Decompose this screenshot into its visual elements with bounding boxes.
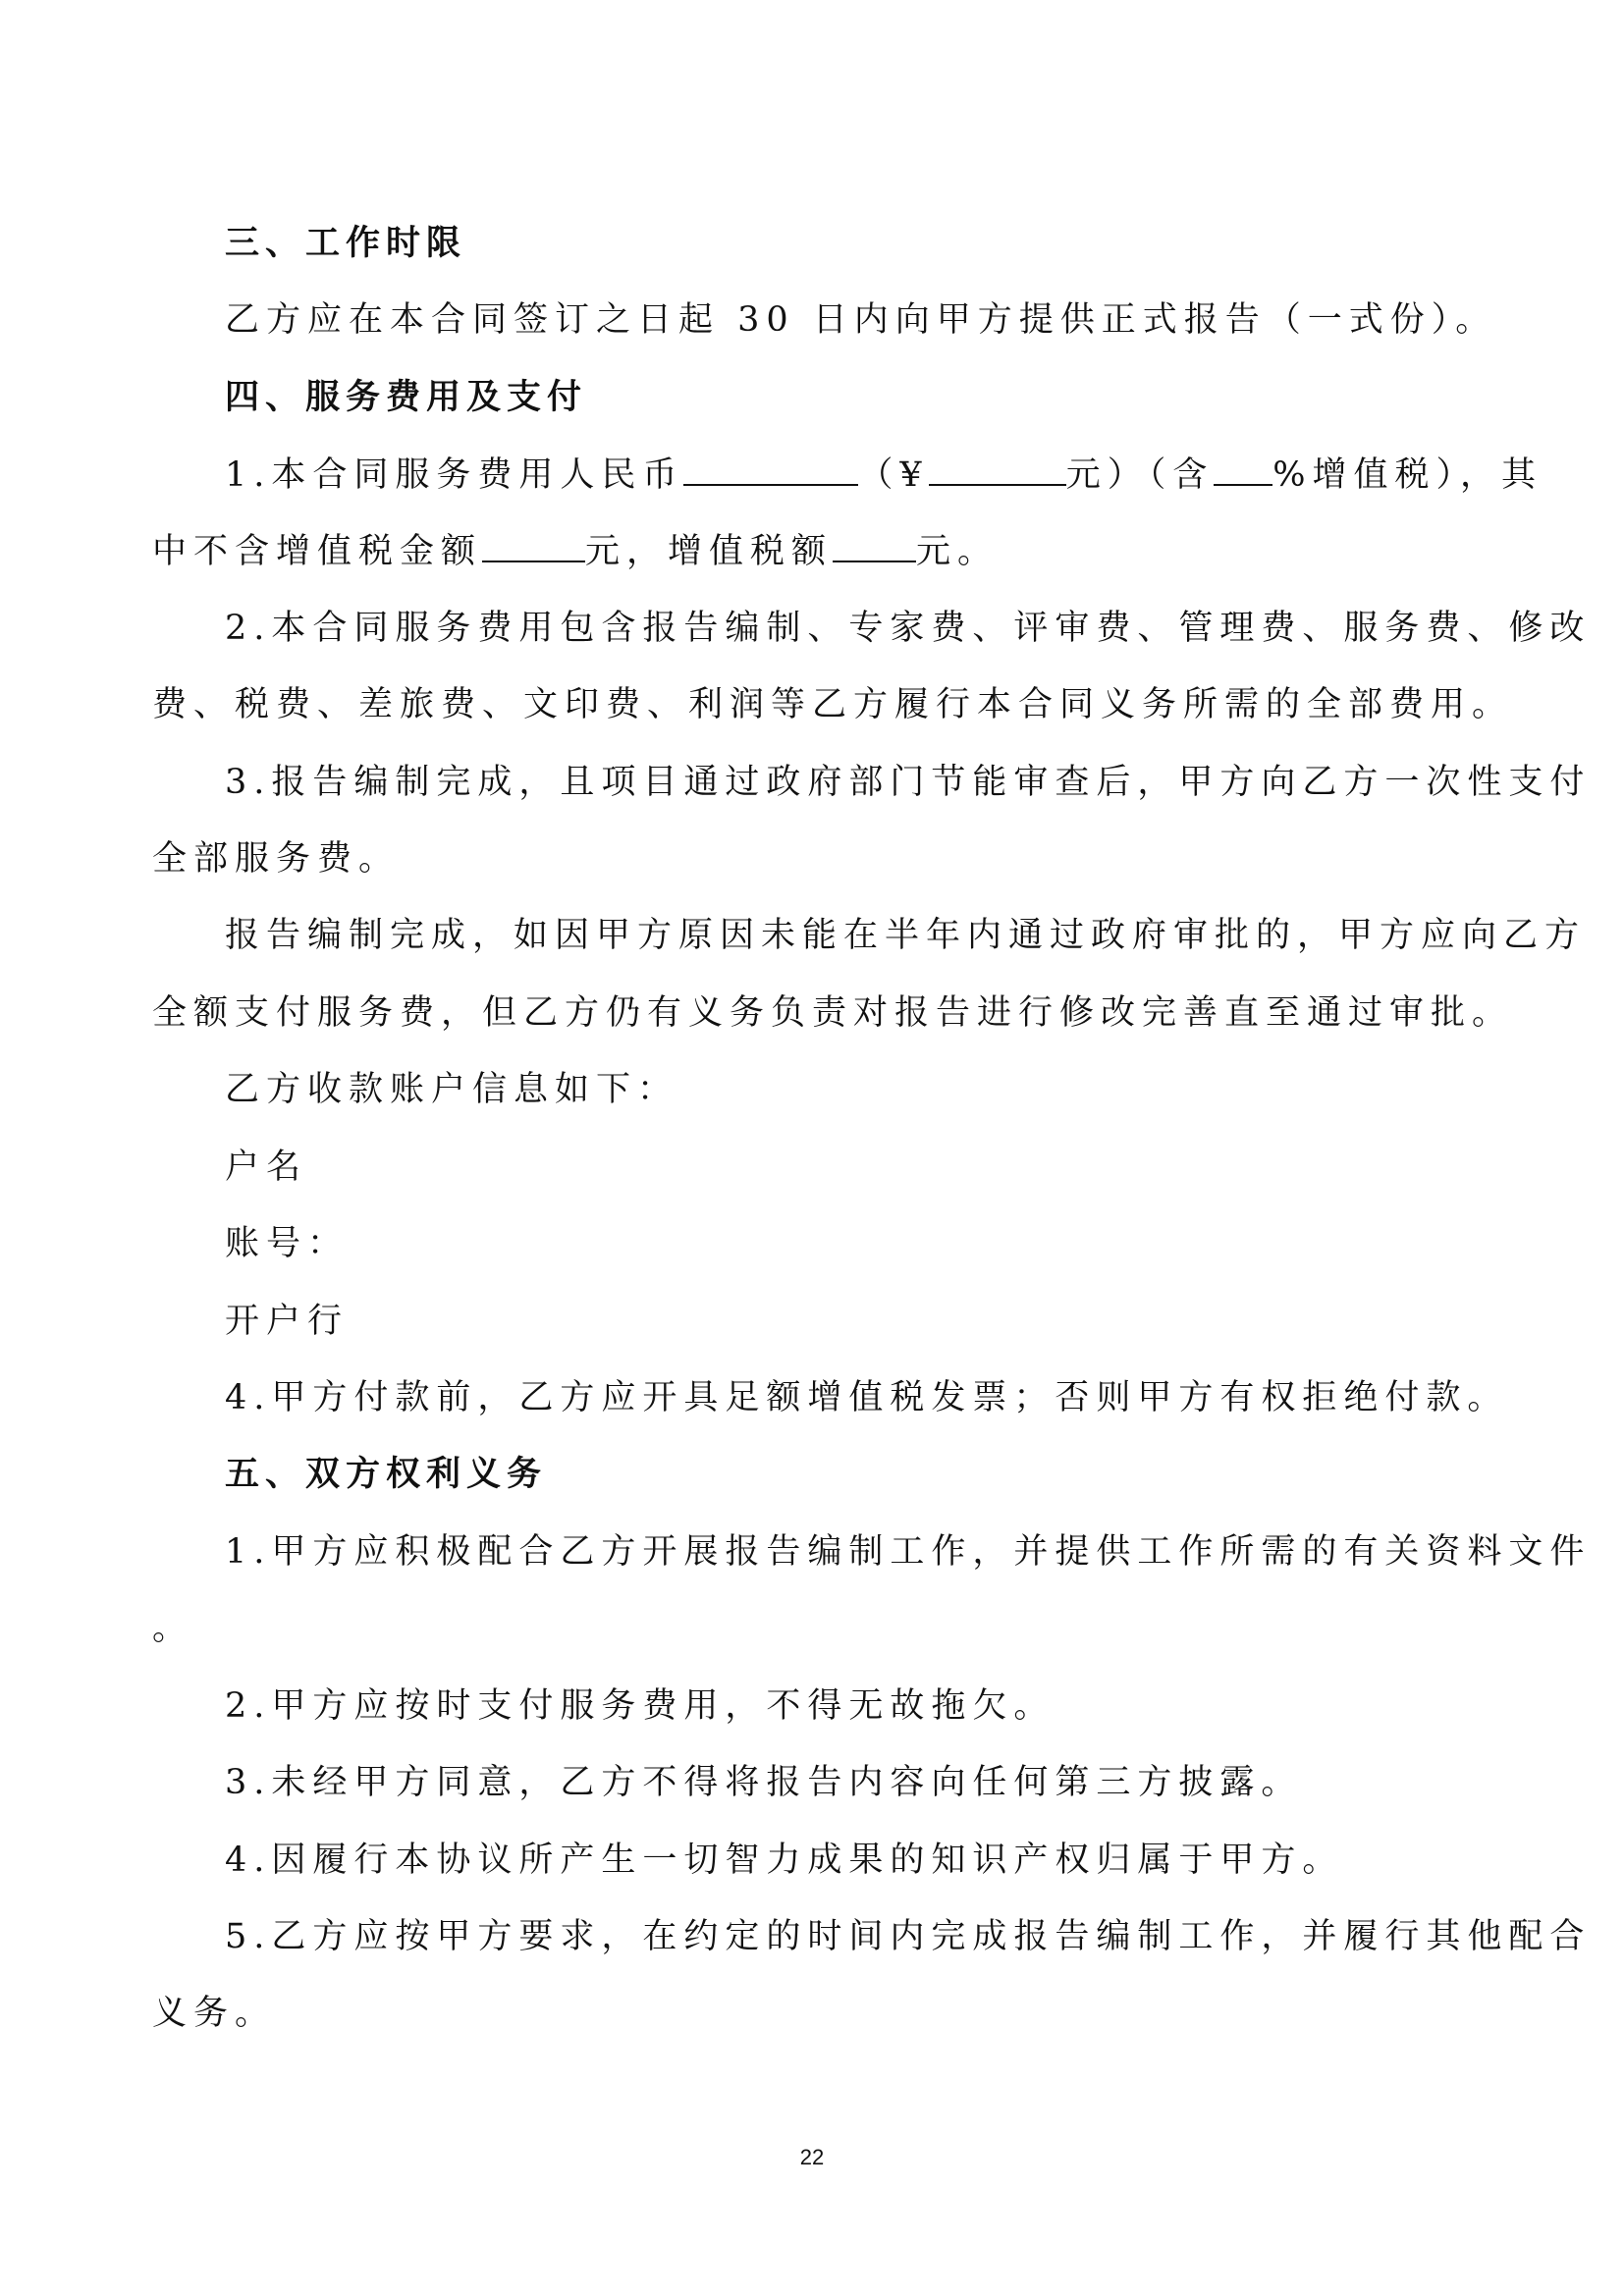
fee-clause-text-a: 1.本合同服务费用人民币 (225, 455, 684, 495)
approval-clause-line-1: 报告编制完成，如因甲方原因未能在半年内通过政府审批的，甲方应向乙方 (225, 916, 1587, 955)
fee-yuan-blank (929, 454, 1066, 486)
party-a-payment-duty: 2.甲方应按时支付服务费用，不得无故拖欠。 (225, 1686, 1056, 1726)
section-5-heading: 五、双方权利义务 (225, 1454, 548, 1494)
account-number-label: 账号： (225, 1224, 350, 1263)
fee-scope-line-1: 2.本合同服务费用包含报告编制、专家费、评审费、管理费、服务费、修改 (225, 609, 1592, 648)
invoice-clause: 4.甲方付款前，乙方应开具足额增值税发票；否则甲方有权拒绝付款。 (225, 1378, 1509, 1417)
fee-clause-text-d: %增值税），其 (1272, 455, 1543, 495)
fee-clause-line-1 (225, 454, 1543, 495)
fee-clause-text-c: 元）（含 (1065, 455, 1215, 495)
payment-terms-line-2: 全部服务费。 (152, 839, 401, 879)
fee-amount-blank (683, 454, 858, 486)
section-3-paragraph: 乙方应在本合同签订之日起 30 日内向甲方提供正式报告（一式份）。 (225, 300, 1497, 340)
account-bank-label: 开户行 (225, 1302, 350, 1341)
fee-clause-text-b: （¥ (858, 455, 929, 495)
party-a-cooperation-line-1: 1.甲方应积极配合乙方开展报告编制工作，并提供工作所需的有关资料文件 (225, 1532, 1592, 1572)
section-4-heading: 四、服务费用及支付 (225, 377, 588, 417)
approval-clause-line-2: 全额支付服务费，但乙方仍有义务负责对报告进行修改完善直至通过审批。 (152, 993, 1514, 1033)
account-info-intro: 乙方收款账户信息如下： (225, 1070, 679, 1109)
payment-terms-line-1: 3.报告编制完成，且项目通过政府部门节能审查后，甲方向乙方一次性支付 (225, 763, 1592, 802)
page-number: 22 (799, 2145, 825, 2169)
section-3-heading: 三、工作时限 (225, 223, 467, 263)
confidentiality-clause: 3.未经甲方同意，乙方不得将报告内容向任何第三方披露。 (225, 1763, 1303, 1802)
fee-clause-text-f: 元，增值税额 (585, 532, 834, 571)
net-amount-blank (482, 531, 585, 562)
vat-rate-blank (1214, 454, 1272, 486)
party-b-duty-line-2: 义务。 (152, 1994, 277, 2033)
vat-amount-blank (833, 531, 916, 562)
party-b-duty-line-1: 5.乙方应按甲方要求，在约定的时间内完成报告编制工作，并履行其他配合 (225, 1917, 1592, 1956)
fee-clause-text-g: 元。 (916, 532, 1000, 571)
fee-clause-line-2 (152, 531, 999, 571)
fee-clause-text-e: 中不含增值税金额 (152, 532, 483, 571)
account-name-label: 户名 (225, 1148, 308, 1187)
ip-ownership-clause: 4.因履行本协议所产生一切智力成果的知识产权归属于甲方。 (225, 1841, 1344, 1880)
party-a-cooperation-line-2: 。 (152, 1609, 194, 1648)
fee-scope-line-2: 费、税费、差旅费、文印费、利润等乙方履行本合同义务所需的全部费用。 (152, 685, 1514, 724)
